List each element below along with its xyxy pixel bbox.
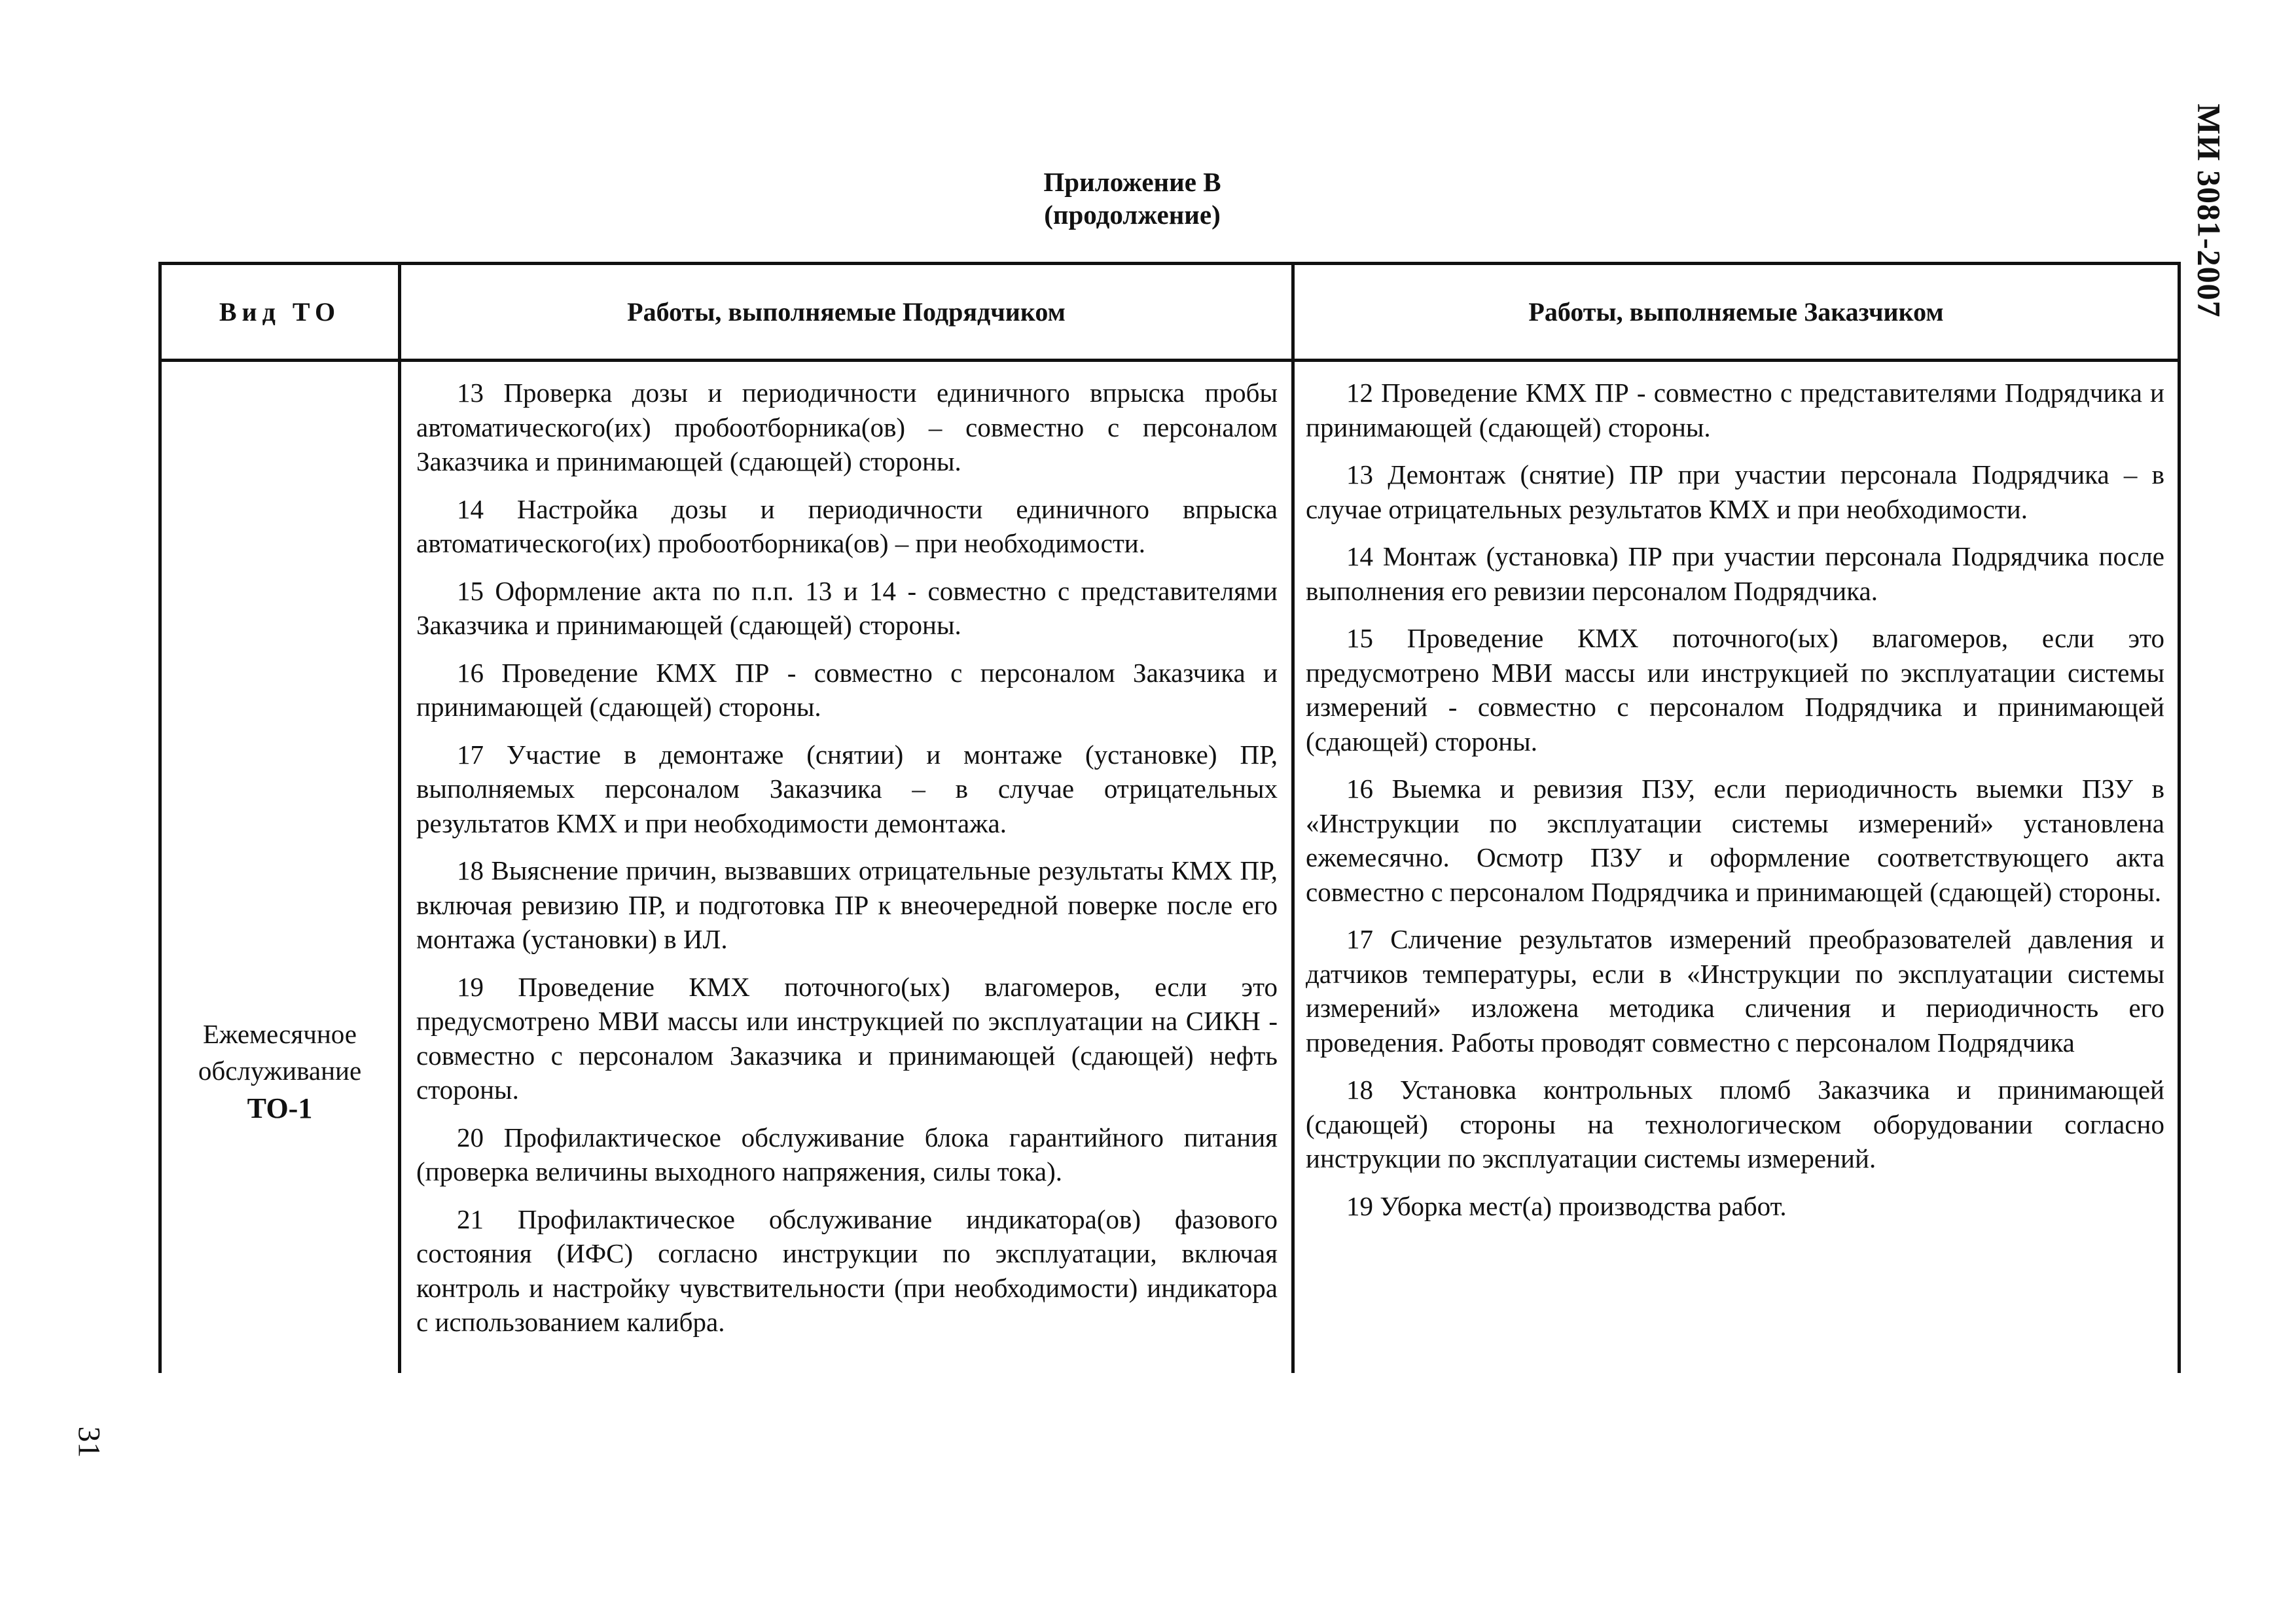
- customer-item: 18 Установка контрольных пломб Заказчика и принимающей (сдающей) стороны на технологическом оборудовании согласно инструкции по эксплуатации системы измерений.: [1306, 1075, 2164, 1173]
- customer-item: 19 Уборка мест(а) производства работ.: [1346, 1190, 1787, 1221]
- contractor-item: 18 Выяснение причин, вызвавших отрицательные результаты КМХ ПР, включая ревизию ПР, и подготовка ПР к внеочередной поверке после его монтажа (установки) в ИЛ.: [416, 855, 1278, 954]
- contractor-works-cell: [416, 376, 1278, 1353]
- document-code: [2170, 86, 2249, 335]
- contractor-item: 21 Профилактическое обслуживание индикатора(ов) фазового состояния (ИФС) согласно инструкции по эксплуатации, включая контроль и настройку чувствительности (при необходимости) индикатора с использованием калибра.: [416, 1204, 1278, 1337]
- customer-item: 14 Монтаж (установка) ПР при участии персонала Подрядчика после выполнения его ревизии персоналом Подрядчика.: [1306, 541, 2164, 606]
- column-header-contractor-works: Работы, выполняемые Подрядчиком: [627, 297, 1066, 327]
- customer-item: 15 Проведение КМХ поточного(ых) влагомеров, если это предусмотрено МВИ массы или инструкцией по эксплуатации системы измерений - совместно с персоналом Подрядчика и принимающей (сдающей) стороны.: [1306, 623, 2164, 757]
- maintenance-type-line2: обслуживание: [198, 1056, 362, 1086]
- contractor-item: 17 Участие в демонтаже (снятии) и монтаже (установке) ПР, выполняемых персоналом Заказчика – в случае отрицательных результатов КМХ и при необходимости демонтажа.: [416, 739, 1278, 838]
- page-number-text: 31: [71, 1426, 107, 1457]
- column-header-customer-works: Работы, выполняемые Заказчиком: [1528, 297, 1944, 327]
- column-header-maintenance-type: Вид ТО: [219, 297, 341, 327]
- customer-works-cell: [1306, 376, 2164, 1236]
- contractor-item: 15 Оформление акта по п.п. 13 и 14 - совместно с представителями Заказчика и принимающей (сдающей) стороны.: [416, 575, 1278, 640]
- document-code-text: МИ 3081-2007: [2191, 103, 2229, 318]
- header-separator: [158, 359, 2181, 362]
- customer-item: 17 Сличение результатов измерений преобразователей давления и датчиков температуры, если в «Инструкции по эксплуатации системы измерений» изложена методика сличения и периодичность его проведения. Работы проводят совместно с персоналом Подрядчика: [1306, 924, 2164, 1058]
- column-divider-2: [1291, 262, 1295, 1373]
- customer-item: 16 Выемка и ревизия ПЗУ, если периодичность выемки ПЗУ в «Инструкции по эксплуатации системы измерений» установлена ежемесячно. Осмотр ПЗУ и оформление соответствующего акта совместно с персоналом Подрядчика и принимающей (сдающей) стороны.: [1306, 774, 2164, 907]
- customer-item: 13 Демонтаж (снятие) ПР при участии персонала Подрядчика – в случае отрицательных результатов КМХ и при необходимости.: [1306, 459, 2164, 524]
- appendix-title: Приложение В: [1043, 167, 1221, 197]
- customer-item: 12 Проведение КМХ ПР - совместно с представителями Подрядчика и принимающей (сдающей) стороны.: [1306, 378, 2164, 442]
- contractor-item: 16 Проведение КМХ ПР - совместно с персоналом Заказчика и принимающей (сдающей) стороны.: [416, 657, 1278, 722]
- maintenance-type-line1: Ежемесячное: [202, 1019, 357, 1049]
- page-number: [63, 1406, 115, 1478]
- maintenance-type-cell: [162, 1016, 398, 1128]
- contractor-item: 19 Проведение КМХ поточного(ых) влагомеров, если это предусмотрено МВИ массы или инструкцией по эксплуатации на СИКН - совместно с персоналом Заказчика и принимающей (сдающей) нефть стороны.: [416, 971, 1278, 1105]
- appendix-subtitle: (продолжение): [1044, 200, 1221, 230]
- contractor-item: 13 Проверка дозы и периодичности единичного впрыска пробы автоматического(их) пробоотборника(ов) – совместно с персоналом Заказчика и принимающей (сдающей) стороны.: [416, 378, 1278, 476]
- contractor-item: 14 Настройка дозы и периодичности единичного впрыска автоматического(их) пробоотборника(ов) – при необходимости.: [416, 493, 1278, 558]
- contractor-item: 20 Профилактическое обслуживание блока гарантийного питания (проверка величины выходного напряжения, силы тока).: [416, 1122, 1278, 1186]
- column-divider-1: [398, 262, 401, 1373]
- maintenance-type-code: ТО-1: [247, 1092, 313, 1124]
